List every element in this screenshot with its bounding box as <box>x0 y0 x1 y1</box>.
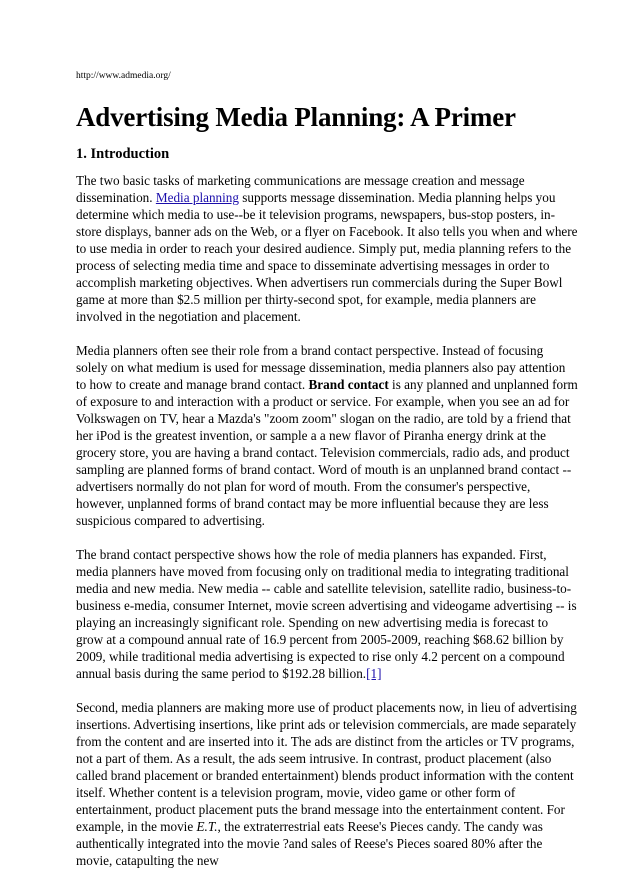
paragraph-1-text-b: supports message dissemination. Media planning helps you determine which media to use--be it television programs, newspapers, bus-stop posters, in-store displays, banner ads on the Web, or a flyer on Facebook. It also tells you when and where to use media in order to reach your desired audience. Simply put, media planning refers to the process of selecting media time and space to disseminate advertising messages in order to accomplish marketing objectives. When advertisers run commercials during the Super Bowl game at more than $2.5 million per thirty-second spot, for example, media planners are involved in the negotiation and placement. <box>76 190 578 324</box>
media-planning-link[interactable]: Media planning <box>155 190 239 205</box>
paragraph-2-text-b: is any planned and unplanned form of exposure to and interaction with a product or service. For example, when you see an ad for Volkswagen on TV, hear a Mazda's "zoom zoom" slogan on the radio, are told by a friend that her iPod is the greatest invention, or sample a a new flavor of Piranha energy drink at the grocery store, you are having a brand contact. Television commercials, radio ads, and product sampling are planned forms of brand contact. Word of mouth is an unplanned brand contact -- advertisers normally do not plan for word of mouth. From the consumer's perspective, however, unplanned forms of brand contact may be more influential because they are less suspicious compared to advertising. <box>76 377 578 528</box>
paragraph-4-text-a: Second, media planners are making more use of product placements now, in lieu of advertising insertions. Advertising insertions, like print ads or television commercials, are made separately from the content and are inserted into it. The ads are distinct from the articles or TV programs, not a part of them. As a result, the ads seem intrusive. In contrast, product placement (also called brand placement or branded entertainment) blends product information with the content itself. Whether content is a television program, movie, video game or other form of entertainment, product placement puts the brand message into the entertainment content. For example, in the movie <box>76 700 577 834</box>
paragraph-4 <box>76 699 578 869</box>
brand-contact-term: Brand contact <box>308 377 389 392</box>
paragraph-3 <box>76 546 578 682</box>
footnote-1-link[interactable]: [1] <box>366 666 382 681</box>
source-url: http://www.admedia.org/ <box>76 71 171 81</box>
section-heading: 1. Introduction <box>76 146 170 162</box>
paragraph-2 <box>76 342 578 529</box>
paragraph-2-text-a: Media planners often see their role from a brand contact perspective. Instead of focusing solely on what medium is used for message dissemination, media planners also pay attention to how to create and manage brand contact. <box>76 343 566 392</box>
paragraph-1-text-a: The two basic tasks of marketing communications are message creation and message dissemination. <box>76 173 525 205</box>
page-title: Advertising Media Planning: A Primer <box>76 102 516 132</box>
movie-title-et: E.T. <box>196 819 218 834</box>
paragraph-1 <box>76 172 578 325</box>
paragraph-4-text-b: , the extraterrestrial eats Reese's Pieces candy. The candy was authentically integrated into the movie ?and sales of Reese's Pieces soared 80% after the movie, catapulting the new <box>76 819 543 868</box>
paragraph-3-text: The brand contact perspective shows how the role of media planners has expanded. First, media planners have moved from focusing only on traditional media to integrating traditional media and new media. New media -- cable and satellite television, satellite radio, business-to-business e-media, consumer Internet, movie screen advertising and videogame advertising -- is playing an increasingly significant role. Spending on new advertising media is forecast to grow at a compound annual rate of 16.9 percent from 2005-2009, reaching $68.62 billion by 2009, while traditional media advertising is expected to rise only 4.2 percent on a compound annual basis during the same period to $192.28 billion. <box>76 547 577 681</box>
